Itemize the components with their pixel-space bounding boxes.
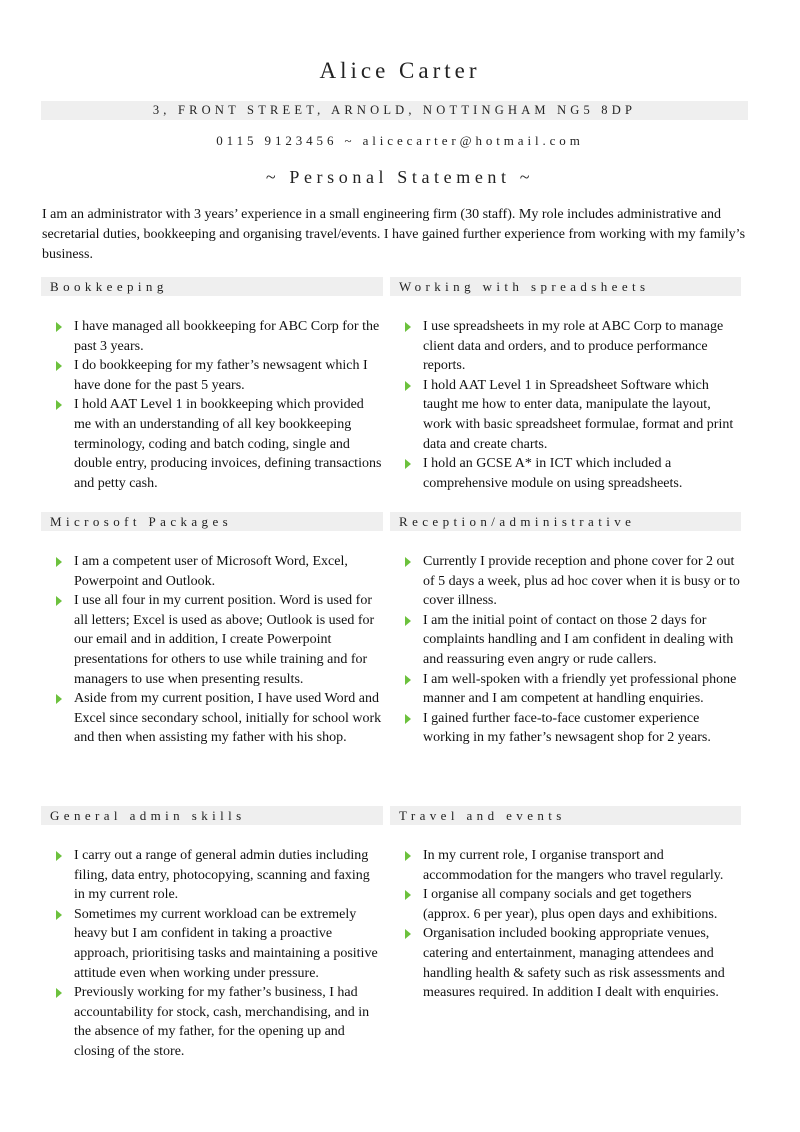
- list-item: Organisation included booking appropriate venues, catering and entertainment, managing attendees and handling health & safety such as risk assessments and measures required. In addition I dealt with enquiries.: [390, 924, 741, 1002]
- bullet-arrow-icon: [56, 361, 62, 371]
- section-general-admin: [41, 806, 383, 1062]
- list-item: In my current role, I organise transport and accommodation for the mangers who travel regularly.: [390, 846, 741, 885]
- list-item: I do bookkeeping for my father’s newsagent which I have done for the past 5 years.: [41, 356, 383, 395]
- section-heading: Working with spreadsheets: [390, 277, 741, 296]
- contact-line: 0115 9123456 ~ alicecarter@hotmail.com: [216, 133, 584, 148]
- bullet-arrow-icon: [405, 322, 411, 332]
- bullet-arrow-icon: [405, 616, 411, 626]
- address-bar: 3, FRONT STREET, ARNOLD, NOTTINGHAM NG5 8DP: [41, 101, 748, 120]
- list-item: Sometimes my current workload can be extremely heavy but I am confident in taking a proactive approach, prioritising tasks and maintaining a positive attitude even when working under pressure.: [41, 905, 383, 983]
- list-item: I use all four in my current position. Word is used for all letters; Excel is used as above; Outlook is used for our email and in addition, I create Powerpoint presentations for others to use while training and for managers to use when presenting results.: [41, 591, 383, 689]
- list-item: Currently I provide reception and phone cover for 2 out of 5 days a week, plus ad hoc cover when it is busy or to cover illness.: [390, 552, 741, 611]
- list-item: I gained further face-to-face customer experience working in my father’s newsagent shop for 2 years.: [390, 709, 741, 748]
- list-item: I am well-spoken with a friendly yet professional phone manner and I am competent at handling enquiries.: [390, 670, 741, 709]
- section-heading: Travel and events: [390, 806, 741, 825]
- bullet-arrow-icon: [405, 851, 411, 861]
- list-item: I am a competent user of Microsoft Word, Excel, Powerpoint and Outlook.: [41, 552, 383, 591]
- list-item: I hold AAT Level 1 in bookkeeping which provided me with an understanding of all key bookkeeping terminology, coding and batch coding, single and double entry, producing invoices, defining transactions and petty cash.: [41, 395, 383, 493]
- section-microsoft-packages: [41, 512, 383, 748]
- bullet-arrow-icon: [405, 714, 411, 724]
- bullet-arrow-icon: [405, 459, 411, 469]
- list-item: Aside from my current position, I have used Word and Excel since secondary school, initially for school work and then when assisting my father with his shop.: [41, 689, 383, 748]
- bullet-arrow-icon: [405, 557, 411, 567]
- bullet-arrow-icon: [56, 694, 62, 704]
- candidate-name: Alice Carter: [319, 58, 481, 83]
- bullet-arrow-icon: [56, 910, 62, 920]
- bullet-arrow-icon: [56, 557, 62, 567]
- section-heading: Microsoft Packages: [41, 512, 383, 531]
- list-item: Previously working for my father’s business, I had accountability for stock, cash, merchandising, and in the absence of my father, for the opening up and closing of the store.: [41, 983, 383, 1061]
- bullet-list: [390, 317, 741, 493]
- bullet-arrow-icon: [56, 400, 62, 410]
- bullet-list: [41, 552, 383, 748]
- section-travel-events: [390, 806, 741, 1003]
- list-item: I carry out a range of general admin duties including filing, data entry, photocopying, scanning and faxing in my current role.: [41, 846, 383, 905]
- list-item: I organise all company socials and get togethers (approx. 6 per year), plus open days and exhibitions.: [390, 885, 741, 924]
- section-reception: [390, 512, 741, 748]
- list-item: I am the initial point of contact on those 2 days for complaints handling and I am confident in dealing with and reassuring even angry or rude callers.: [390, 611, 741, 670]
- bullet-arrow-icon: [405, 675, 411, 685]
- list-item: I use spreadsheets in my role at ABC Corp to manage client data and orders, and to produce performance reports.: [390, 317, 741, 376]
- section-heading: Bookkeeping: [41, 277, 383, 296]
- list-item: I hold AAT Level 1 in Spreadsheet Software which taught me how to enter data, manipulate the layout, work with basic spreadsheet formulae, format and print data and create charts.: [390, 376, 741, 454]
- list-item: I hold an GCSE A* in ICT which included a comprehensive module on using spreadsheets.: [390, 454, 741, 493]
- section-bookkeeping: [41, 277, 383, 493]
- section-heading: General admin skills: [41, 806, 383, 825]
- bullet-arrow-icon: [56, 322, 62, 332]
- bullet-arrow-icon: [405, 381, 411, 391]
- section-spreadsheets: [390, 277, 741, 493]
- bullet-arrow-icon: [56, 988, 62, 998]
- bullet-arrow-icon: [56, 596, 62, 606]
- bullet-list: [41, 317, 383, 493]
- bullet-arrow-icon: [405, 929, 411, 939]
- bullet-list: [390, 846, 741, 1003]
- section-heading: Reception/administrative: [390, 512, 741, 531]
- list-item: I have managed all bookkeeping for ABC Corp for the past 3 years.: [41, 317, 383, 356]
- bullet-arrow-icon: [56, 851, 62, 861]
- personal-statement-title: ~ Personal Statement ~: [265, 167, 535, 187]
- bullet-arrow-icon: [405, 890, 411, 900]
- bullet-list: [41, 846, 383, 1062]
- bullet-list: [390, 552, 741, 748]
- personal-statement-text: I am an administrator with 3 years’ experience in a small engineering firm (30 staff). My role includes administrative and secretarial duties, bookkeeping and organising travel/events. I have gained further experience from working with my family’s business.: [42, 207, 746, 262]
